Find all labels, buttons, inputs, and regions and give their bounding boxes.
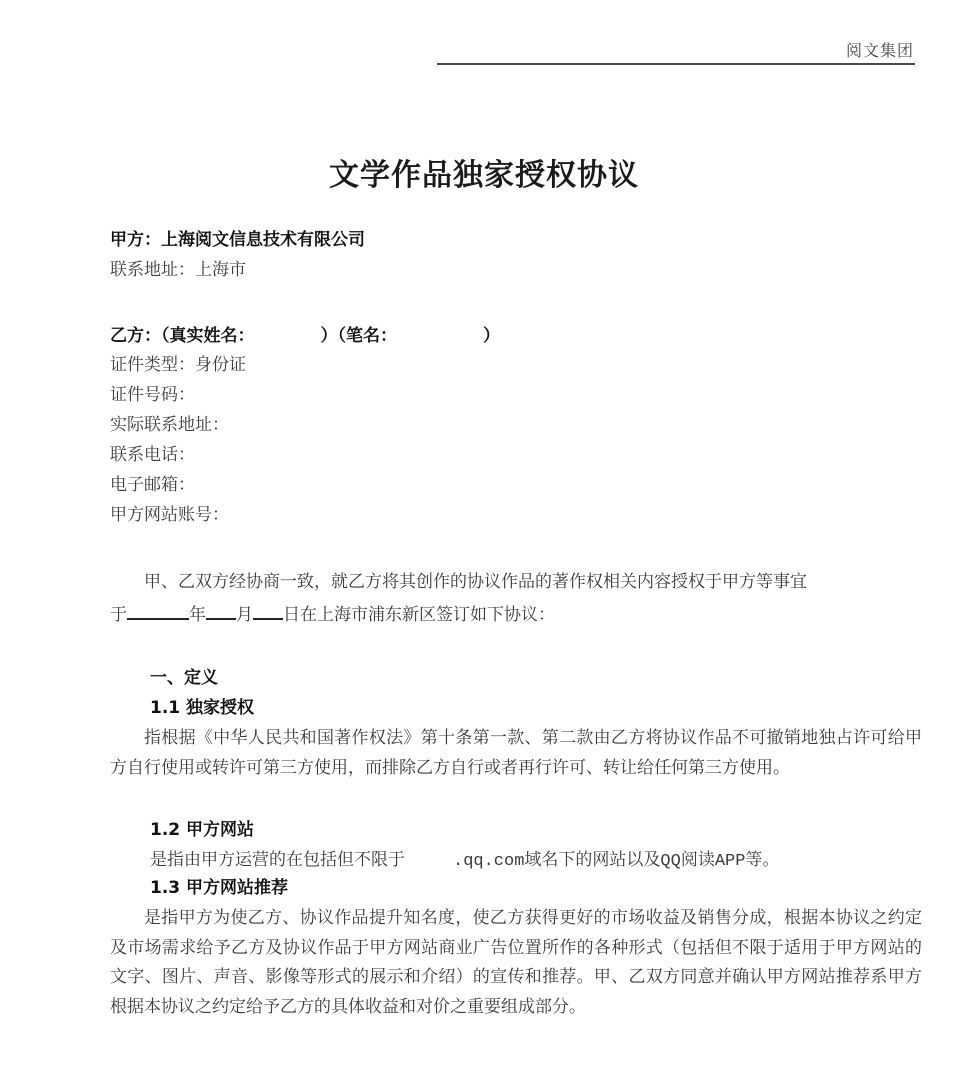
section-1-1-text: 指根据《中华人民共和国著作权法》第十条第一款、第二款由乙方将协议作品不可撤销地独占许可给甲方自行使用或转许可第三方使用，而排除乙方自行或者再行许可、转让给任何第三方使用。 — [110, 728, 922, 778]
section-1-2-prefix: 是指由甲方运营的在包括但不限于 — [150, 850, 405, 870]
party-b-label-suffix: ） — [483, 326, 500, 346]
document-title: 文学作品独家授权协议 — [329, 158, 639, 193]
party-b-label-mid: ）（笔名： — [320, 326, 397, 346]
section-1-heading: 一、定义 — [150, 668, 218, 688]
year-suffix: 年 — [189, 605, 206, 625]
section-1-2-suffix: .qq.com域名下的网站以及QQ阅读APP等。 — [453, 852, 780, 871]
field-id-number — [110, 383, 195, 407]
field-email — [110, 473, 195, 497]
month-blank[interactable] — [206, 602, 236, 620]
field-value[interactable]: 身份证 — [195, 355, 246, 375]
field-label: 甲方网站账号： — [110, 505, 229, 525]
intro-date-line — [110, 602, 555, 627]
header-divider — [437, 63, 915, 65]
header-brand: 阅文集团 — [845, 41, 914, 60]
section-1-2-text — [150, 848, 779, 874]
year-blank[interactable] — [127, 602, 189, 620]
section-1-2-heading: 1.2 甲方网站 — [150, 820, 255, 840]
field-label: 电子邮箱： — [110, 475, 195, 495]
field-label: 证件类型： — [110, 355, 195, 375]
intro-line1: 甲、乙双方经协商一致，就乙方将其创作的协议作品的著作权相关内容授权于甲方等事宜 — [144, 572, 807, 592]
section-1-3-heading: 1.3 甲方网站推荐 — [150, 878, 289, 898]
day-blank[interactable] — [253, 602, 283, 620]
party-b-heading — [110, 324, 500, 348]
month-suffix: 月 — [236, 605, 253, 625]
day-suffix: 日在上海市浦东新区签订如下协议： — [283, 605, 555, 625]
section-1-1-heading: 1.1 独家授权 — [150, 698, 255, 718]
party-b-label-prefix: 乙方：（真实姓名： — [110, 326, 255, 346]
field-label: 证件号码： — [110, 385, 195, 405]
field-id-type — [110, 353, 246, 377]
field-account — [110, 503, 229, 527]
field-label: 联系电话： — [110, 445, 195, 465]
section-1-3-text: 是指甲方为使乙方、协议作品提升知名度，使乙方获得更好的市场收益及销售分成，根据本协议之约定及市场需求给予乙方及协议作品于甲方网站商业广告位置所作的各种形式（包括但不限于适用于甲方网站的文字、图片、声音、影像等形式的展示和介绍）的宣传和推荐。甲、乙双方同意并确认甲方网站推荐系甲方根据本协议之约定给予乙方的具体收益和对价之重要组成部分。 — [110, 908, 922, 1017]
party-a-address: 联系地址：上海市 — [110, 260, 246, 280]
field-phone — [110, 443, 195, 467]
party-a-name: 甲方：上海阅文信息技术有限公司 — [110, 230, 365, 250]
intro-prefix: 于 — [110, 605, 127, 625]
field-address — [110, 413, 229, 437]
field-label: 实际联系地址： — [110, 415, 229, 435]
intro-paragraph — [110, 568, 922, 598]
